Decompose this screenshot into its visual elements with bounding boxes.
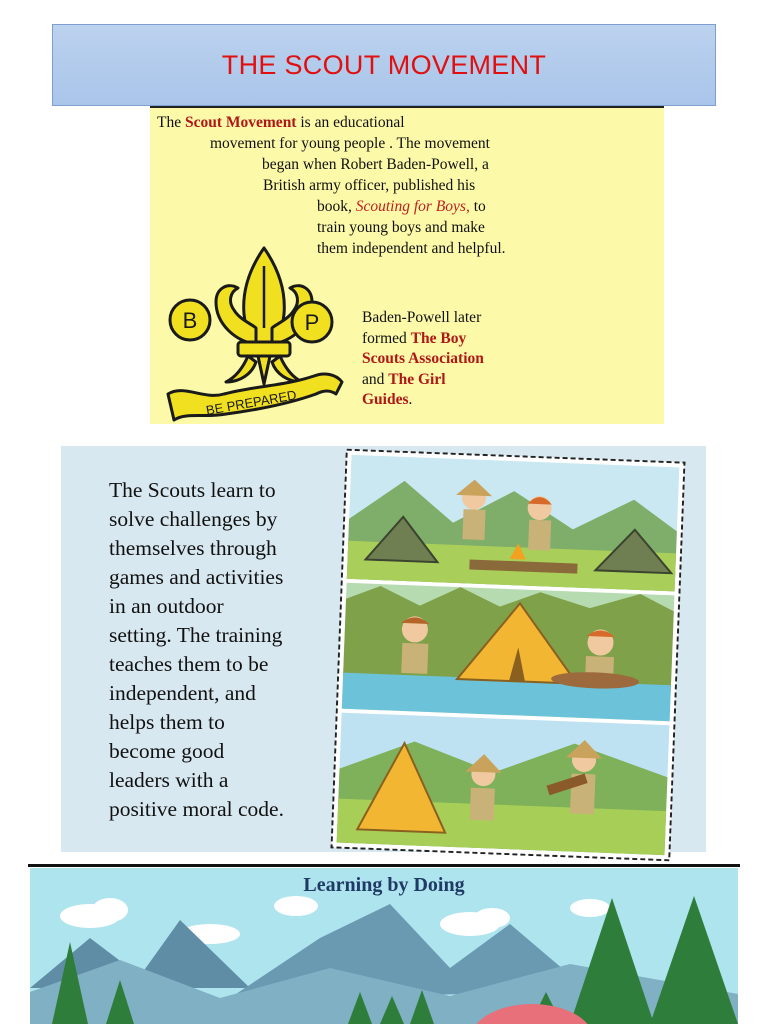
intro-line-4: British army officer, published his [263, 177, 476, 194]
later-line-4 [362, 370, 484, 391]
intro-line-5 [317, 197, 486, 217]
scouts-line: leaders with a [109, 768, 229, 792]
intro-box [150, 106, 664, 424]
title-banner [52, 24, 716, 106]
bp-fleur-de-lis-emblem [164, 244, 344, 424]
intro-line-7: them independent and helpful. [317, 240, 506, 257]
girl-guides-term: The Girl [388, 370, 446, 388]
scouts-line: solve challenges by [109, 507, 278, 531]
later-line-3: Scouts Association [362, 350, 484, 367]
scouts-line: teaches them to be [109, 652, 269, 676]
scouts-line: setting. The training [109, 623, 283, 647]
learning-section [30, 868, 738, 1024]
girl-guides-term: Guides [362, 391, 409, 408]
boy-scouts-term: The Boy [410, 329, 467, 347]
intro-line-1 [157, 113, 405, 133]
later-text: and [362, 370, 389, 388]
intro-text: The [157, 114, 185, 131]
learning-title: Learning by Doing [303, 874, 465, 896]
tent-music-scene [342, 583, 675, 721]
later-line-2 [362, 329, 484, 350]
intro-line-6: train young boys and make [317, 219, 485, 236]
later-line-1: Baden-Powell later [362, 309, 482, 326]
intro-text: is an educational [296, 114, 405, 131]
scouts-paragraph [109, 476, 339, 824]
scouts-line: The Scouts learn to [109, 478, 276, 502]
camp-cooking-scene [347, 455, 680, 591]
scouts-line: helps them to [109, 710, 225, 734]
tent-building-scene [337, 713, 670, 855]
intro-text: book, [317, 198, 356, 215]
scout-movement-term: Scout Movement [184, 114, 297, 131]
intro-line-3: began when Robert Baden-Powell, a [262, 156, 489, 173]
intro-line-2: movement for young people . The movement [210, 135, 490, 152]
scouts-line: become good [109, 739, 225, 763]
emblem-letter-b: B [182, 308, 198, 333]
later-paragraph [362, 308, 484, 411]
emblem-motto: BE PREPARED [204, 387, 298, 418]
scouts-illustration [330, 449, 685, 862]
scouts-line: in an outdoor [109, 594, 224, 618]
later-line-5 [362, 390, 484, 411]
book-title: Scouting for Boys, [355, 198, 470, 215]
scouts-line: positive moral code. [109, 797, 284, 821]
page-title: THE SCOUT MOVEMENT [221, 49, 547, 80]
section-divider [28, 864, 740, 867]
later-text: formed [362, 329, 411, 347]
emblem-letter-p: P [304, 310, 320, 335]
scouts-line: themselves through [109, 536, 277, 560]
scouts-line: independent, and [109, 681, 256, 705]
intro-text: to [469, 198, 486, 215]
later-text: . [408, 391, 413, 408]
scouts-line: games and activities [109, 565, 284, 589]
